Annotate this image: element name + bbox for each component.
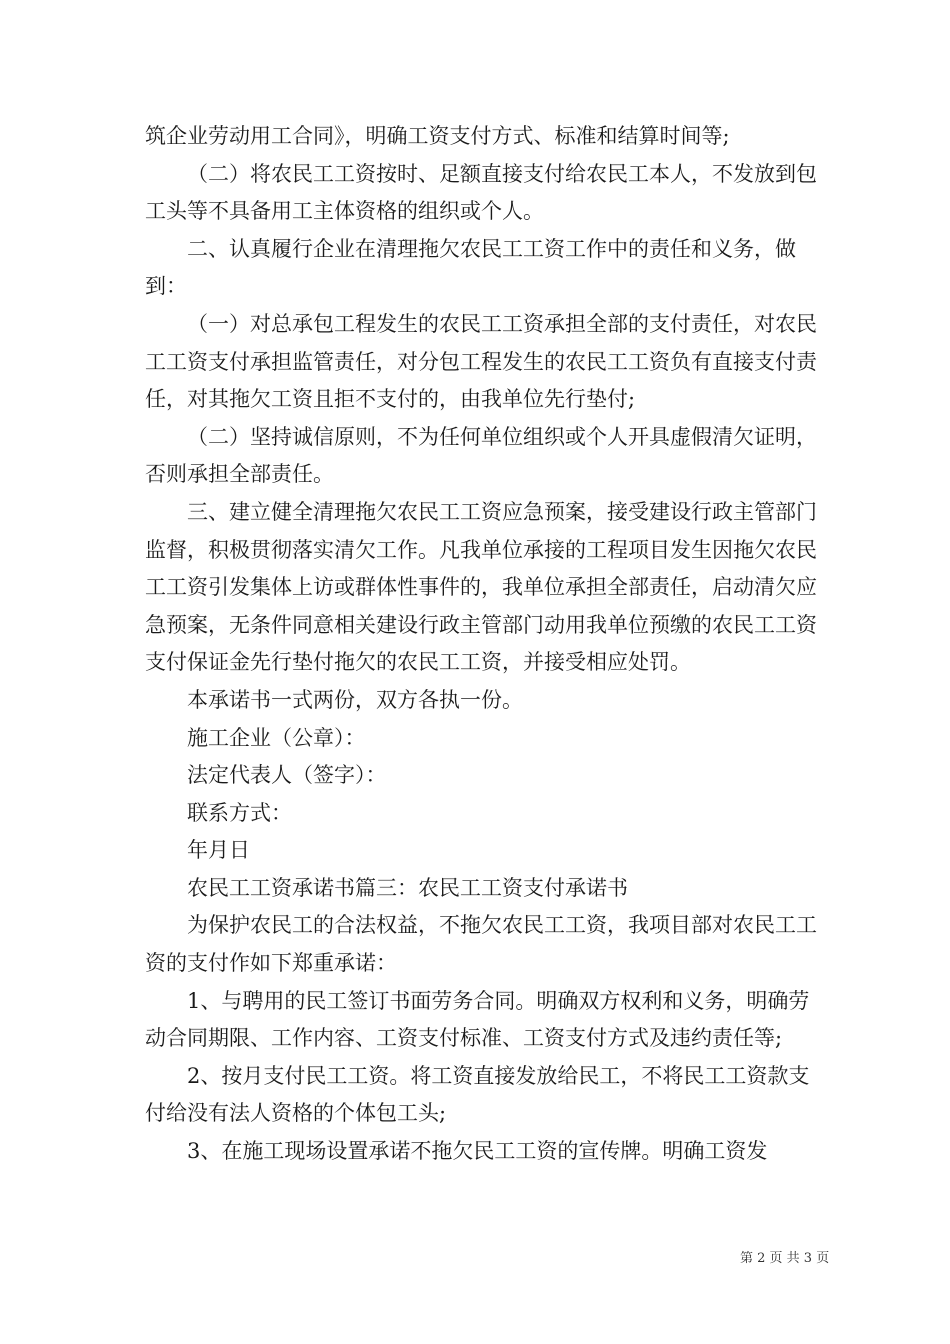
signature-contact: 联系方式：: [187, 800, 292, 825]
paragraph-item: （一）对总承包工程发生的农民工工资承担全部的支付责任，对农民工工资支付承担监管责任，对分包工程发生的农民工工资负有直接支付责任，对其拖欠工资且拒不支付的，由我单位先行垫付;: [145, 311, 817, 412]
paragraph-item: 1、与聘用的民工签订书面劳务合同。明确双方权利和义务，明确劳动合同期限、工作内容、工资支付标准、工资支付方式及违约责任等;: [145, 988, 810, 1051]
signature-company: 施工企业（公章）：: [187, 725, 366, 750]
signature-date: 年月日: [187, 838, 250, 863]
signature-representative: 法定代表人（签字）：: [187, 763, 387, 788]
paragraph-item: （二）坚持诚信原则，不为任何单位组织或个人开具虚假清欠证明，否则承担全部责任。: [145, 424, 817, 487]
paragraph-item: 3、在施工现场设置承诺不拖欠民工工资的宣传牌。明确工资发: [187, 1139, 768, 1164]
paragraph-item: 2、按月支付民工工资。将工资直接发放给民工，不将民工工资款支付给没有法人资格的个体包工头;: [145, 1063, 810, 1126]
paragraph-section-two: 二、认真履行企业在清理拖欠农民工工资工作中的责任和义务，做到：: [145, 236, 796, 299]
page-number-footer: 第 2 页 共 3 页: [740, 1251, 830, 1266]
paragraph-continuation: 筑企业劳动用工合同》，明确工资支付方式、标准和结算时间等;: [145, 124, 730, 148]
paragraph-copies: 本承诺书一式两份，双方各执一份。: [187, 687, 523, 712]
paragraph-intro: 为保护农民工的合法权益，不拖欠农民工工资，我项目部对农民工工资的支付作如下郑重承诺：: [145, 913, 817, 976]
document-body: [145, 118, 825, 1171]
section-heading: 农民工工资承诺书篇三：农民工工资支付承诺书: [187, 875, 628, 900]
paragraph-section-three: 三、建立健全清理拖欠农民工工资应急预案，接受建设行政主管部门监督，积极贯彻落实清欠工作。凡我单位承接的工程项目发生因拖欠农民工工资引发集体上访或群体性事件的，我单位承担全部责任，启动清欠应急预案，无条件同意相关建设行政主管部门动用我单位预缴的农民工工资支付保证金先行垫付拖欠的农民工工资，并接受相应处罚。: [145, 499, 817, 675]
paragraph-item: （二）将农民工工资按时、足额直接支付给农民工本人，不发放到包工头等不具备用工主体资格的组织或个人。: [145, 161, 817, 224]
